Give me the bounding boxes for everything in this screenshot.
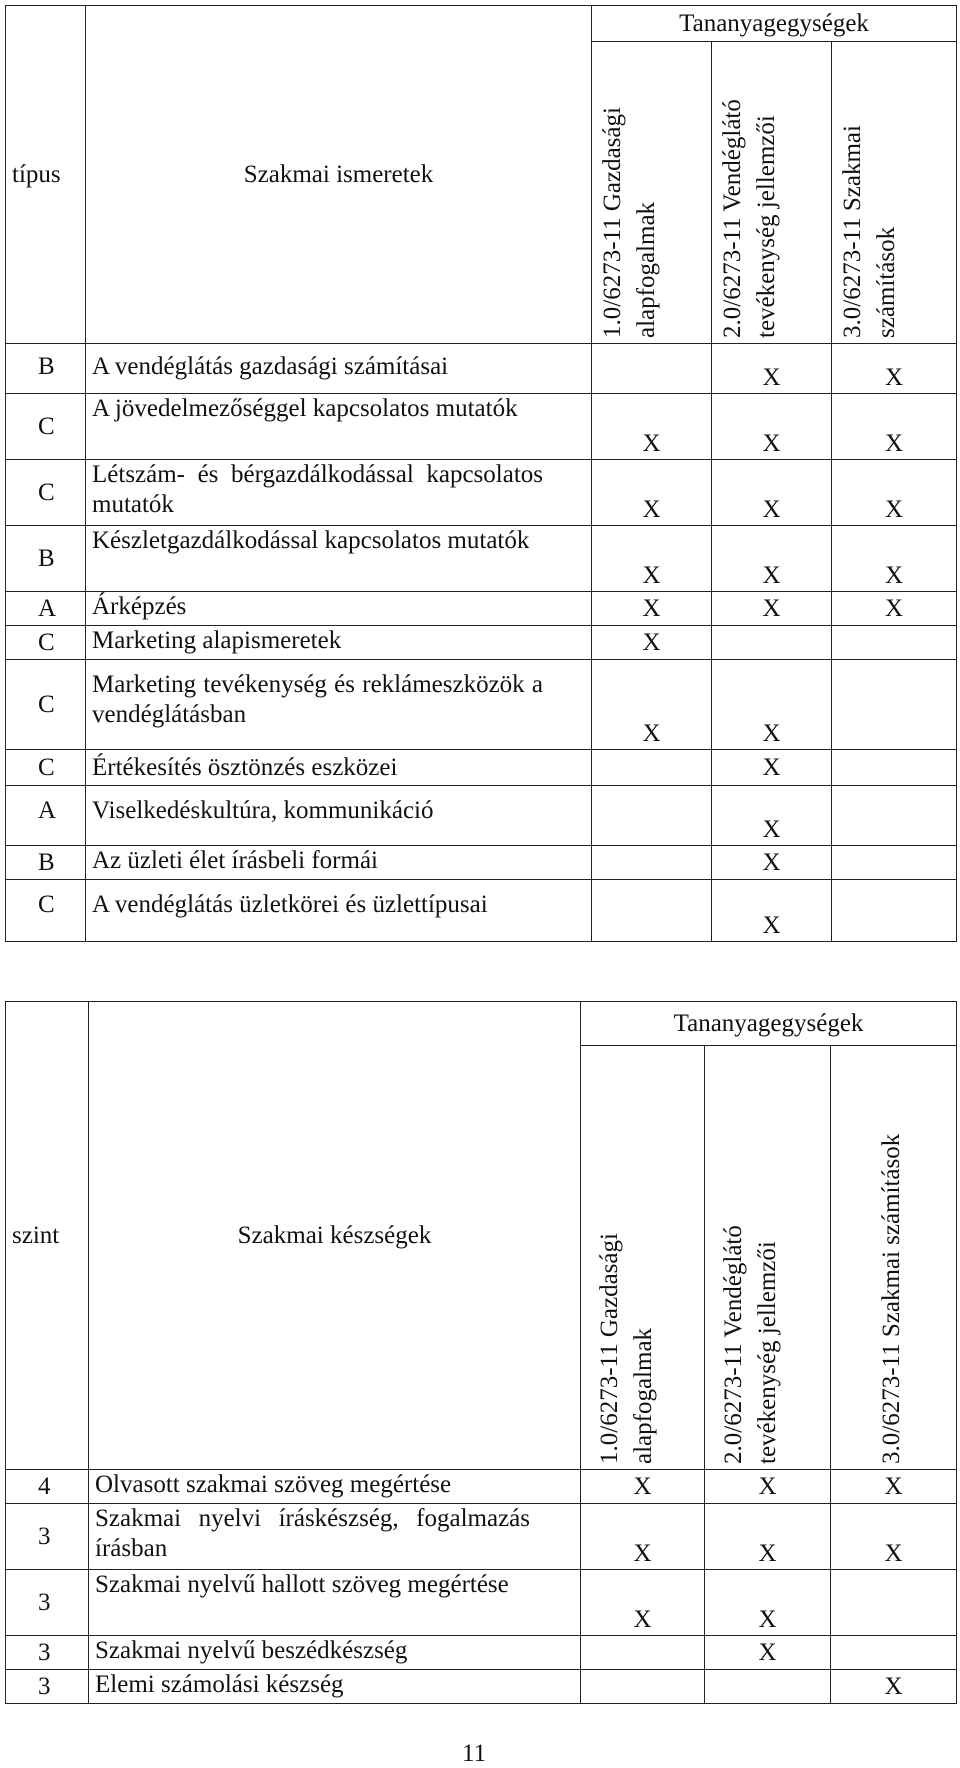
mark-cell: X <box>712 526 832 592</box>
mark-cell <box>592 880 712 942</box>
mark-cell: X <box>712 880 832 942</box>
mark-cell: X <box>712 660 832 750</box>
mark-cell <box>581 1670 705 1704</box>
unit-header-1 <box>581 1046 705 1470</box>
mark-cell <box>705 1670 831 1704</box>
knowledge-cell: A vendéglátás gazdasági számításai <box>86 344 592 394</box>
mark-cell: X <box>831 1470 957 1504</box>
skill-cell: Szakmai nyelvű beszédkészség <box>89 1636 581 1670</box>
type-cell: C <box>6 394 86 460</box>
mark-cell <box>581 1636 705 1670</box>
mark-cell: X <box>705 1504 831 1570</box>
mark-cell <box>831 1570 957 1636</box>
table-row <box>6 592 957 626</box>
mark-cell: X <box>831 1504 957 1570</box>
unit-header-3 <box>831 1046 957 1470</box>
mark-cell: X <box>581 1470 705 1504</box>
page-number: 11 <box>462 1740 487 1767</box>
unit-3-line-1: 3.0/6273-11 Szakmai <box>839 125 866 338</box>
unit-header-2 <box>712 42 832 344</box>
unit-header-3 <box>832 42 957 344</box>
skill-column-header: Szakmai készségek <box>89 1002 581 1470</box>
mark-cell <box>832 846 957 880</box>
knowledge-cell: A jövedelmezőséggel kapcsolatos mutatók <box>86 394 592 460</box>
mark-cell <box>832 626 957 660</box>
table-row <box>6 526 957 592</box>
type-cell: B <box>6 344 86 394</box>
skill-cell: Elemi számolási készség <box>89 1670 581 1704</box>
mark-cell: X <box>832 394 957 460</box>
mark-cell: X <box>705 1570 831 1636</box>
knowledge-cell: Marketing tevékenység és reklámeszközök a vendéglátásban <box>86 660 592 750</box>
unit-2-line-1: 2.0/6273-11 Vendéglátó <box>719 99 746 338</box>
knowledge-cell: Árképzés <box>86 592 592 626</box>
unit-3-line-2: számítások <box>873 226 900 338</box>
units-group-header: Tananyagegységek <box>592 6 957 42</box>
knowledge-cell: A vendéglátás üzletkörei és üzlettípusai <box>86 880 592 942</box>
table-row <box>6 750 957 786</box>
table-row <box>6 786 957 846</box>
mark-cell: X <box>581 1504 705 1570</box>
table-row <box>6 1570 957 1636</box>
mark-cell <box>832 660 957 750</box>
mark-cell: X <box>712 460 832 526</box>
mark-cell: X <box>705 1636 831 1670</box>
table-row <box>6 880 957 942</box>
mark-cell <box>832 880 957 942</box>
table-row <box>6 660 957 750</box>
mark-cell: X <box>832 344 957 394</box>
mark-cell: X <box>712 750 832 786</box>
skills-table <box>5 1001 957 1704</box>
unit-header-1 <box>592 42 712 344</box>
skill-cell: Szakmai nyelvi íráskészség, fogalmazás írásban <box>89 1504 581 1570</box>
mark-cell <box>592 750 712 786</box>
unit-1-line-2: alapfogalmak <box>630 1327 657 1464</box>
level-cell: 4 <box>6 1470 89 1504</box>
knowledge-cell: Marketing alapismeretek <box>86 626 592 660</box>
type-cell: C <box>6 626 86 660</box>
type-cell: C <box>6 750 86 786</box>
knowledge-cell: Létszám- és bérgazdálkodással kapcsolatos mutatók <box>86 460 592 526</box>
level-cell: 3 <box>6 1670 89 1704</box>
level-cell: 3 <box>6 1504 89 1570</box>
unit-1-line-1: 1.0/6273-11 Gazdasági <box>599 107 626 338</box>
table-row <box>6 1470 957 1504</box>
mark-cell: X <box>592 526 712 592</box>
mark-cell <box>832 750 957 786</box>
unit-header-2 <box>705 1046 831 1470</box>
skill-cell: Olvasott szakmai szöveg megértése <box>89 1470 581 1504</box>
mark-cell: X <box>592 460 712 526</box>
mark-cell: X <box>705 1470 831 1504</box>
mark-cell: X <box>581 1570 705 1636</box>
type-column-header: típus <box>6 6 86 344</box>
level-cell: 3 <box>6 1570 89 1636</box>
unit-1-line-2: alapfogalmak <box>633 201 660 338</box>
table-row <box>6 394 957 460</box>
unit-2-line-2: tevékenység jellemzői <box>753 115 780 338</box>
table-row <box>6 1636 957 1670</box>
mark-cell: X <box>712 786 832 846</box>
unit-1-line-1: 1.0/6273-11 Gazdasági <box>596 1233 623 1464</box>
knowledge-column-header: Szakmai ismeretek <box>86 6 592 344</box>
mark-cell: X <box>712 344 832 394</box>
table-row <box>6 846 957 880</box>
mark-cell <box>712 626 832 660</box>
mark-cell <box>592 846 712 880</box>
mark-cell <box>592 786 712 846</box>
mark-cell <box>832 786 957 846</box>
mark-cell: X <box>712 394 832 460</box>
level-column-header: szint <box>6 1002 89 1470</box>
type-cell: B <box>6 526 86 592</box>
table-row <box>6 626 957 660</box>
type-cell: C <box>6 660 86 750</box>
type-cell: C <box>6 880 86 942</box>
knowledge-cell: Készletgazdálkodással kapcsolatos mutatók <box>86 526 592 592</box>
mark-cell <box>831 1636 957 1670</box>
mark-cell: X <box>592 592 712 626</box>
knowledge-cell: Viselkedéskultúra, kommunikáció <box>86 786 592 846</box>
mark-cell: X <box>832 592 957 626</box>
table-row <box>6 344 957 394</box>
mark-cell: X <box>592 626 712 660</box>
unit-2-line-2: tevékenység jellemzői <box>754 1241 781 1464</box>
mark-cell: X <box>592 394 712 460</box>
type-cell: A <box>6 786 86 846</box>
level-cell: 3 <box>6 1636 89 1670</box>
type-cell: B <box>6 846 86 880</box>
mark-cell: X <box>831 1670 957 1704</box>
mark-cell: X <box>712 592 832 626</box>
knowledge-cell: Az üzleti élet írásbeli formái <box>86 846 592 880</box>
unit-2-line-1: 2.0/6273-11 Vendéglátó <box>720 1225 747 1464</box>
mark-cell <box>592 344 712 394</box>
table-row <box>6 1504 957 1570</box>
mark-cell: X <box>712 846 832 880</box>
type-cell: A <box>6 592 86 626</box>
knowledge-table <box>5 5 957 942</box>
mark-cell: X <box>832 460 957 526</box>
skill-cell: Szakmai nyelvű hallott szöveg megértése <box>89 1570 581 1636</box>
units-group-header: Tananyagegységek <box>581 1002 957 1046</box>
knowledge-cell: Értékesítés ösztönzés eszközei <box>86 750 592 786</box>
mark-cell: X <box>592 660 712 750</box>
unit-3-line-1: 3.0/6273-11 Szakmai számítások <box>878 1133 905 1464</box>
table-row <box>6 1670 957 1704</box>
mark-cell: X <box>832 526 957 592</box>
table-row <box>6 460 957 526</box>
type-cell: C <box>6 460 86 526</box>
